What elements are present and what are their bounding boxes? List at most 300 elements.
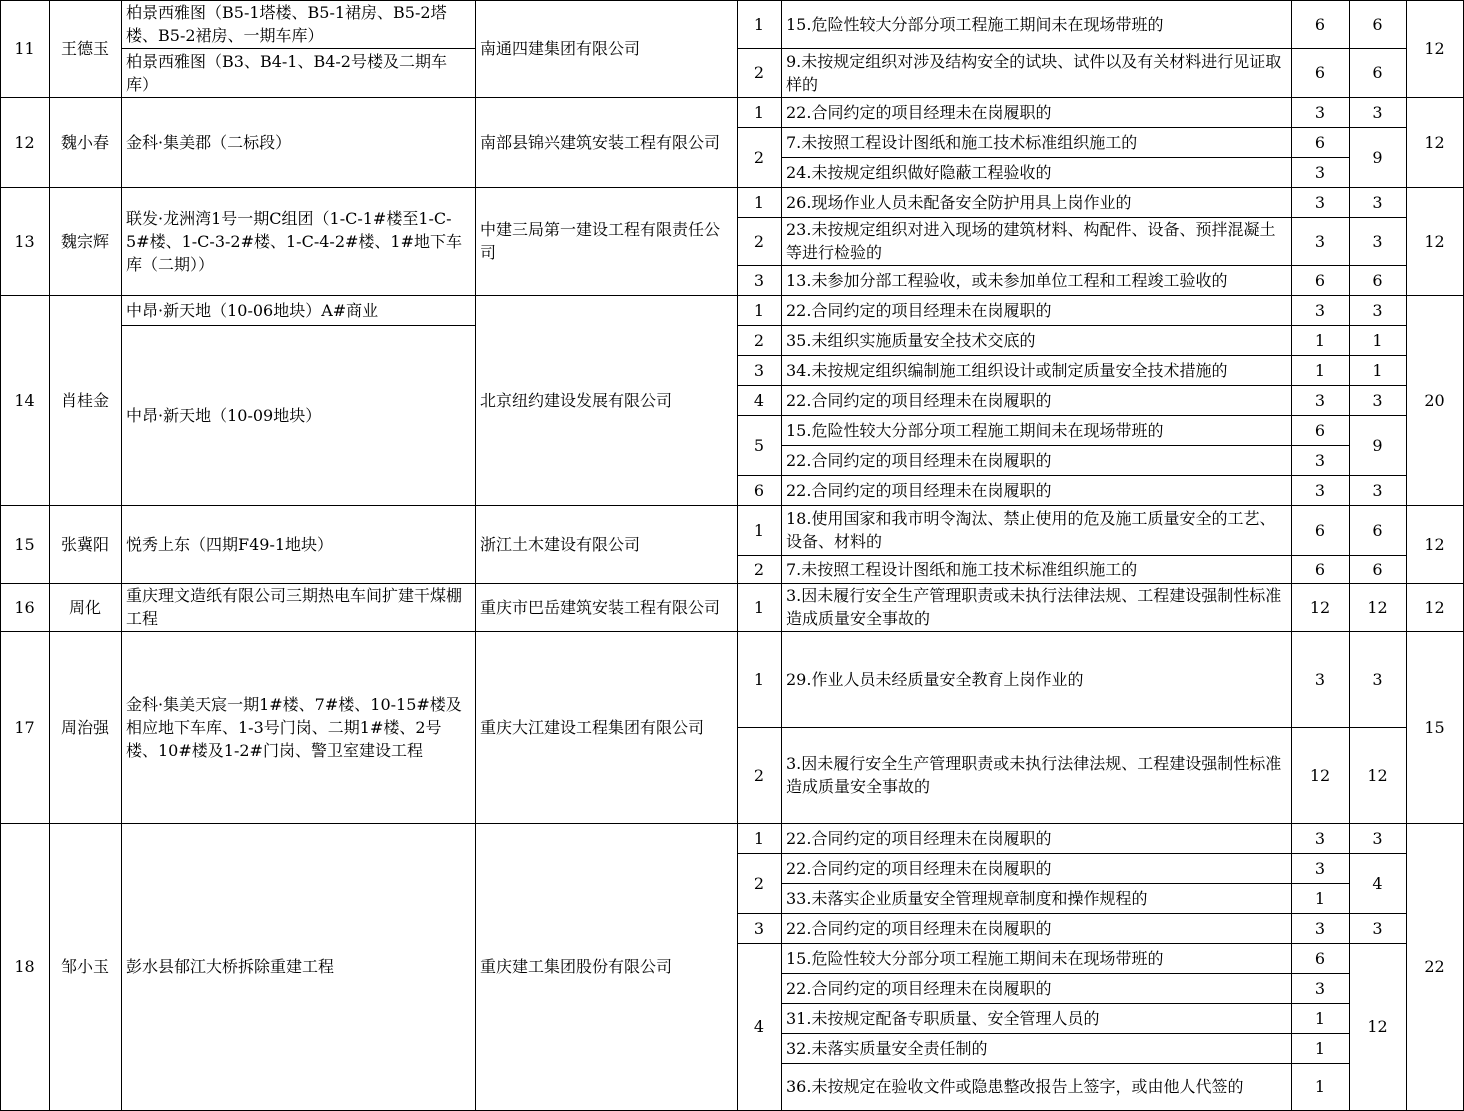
violation-score-text: 3: [1314, 450, 1326, 470]
inspection-subtotal-text: 6: [1372, 270, 1383, 290]
inspection-subtotal-text: 1: [1372, 360, 1383, 380]
row-number-text: 11: [14, 39, 35, 58]
company-name: [475, 187, 737, 295]
manager-name-text: 王德玉: [60, 39, 109, 58]
total-score-text: 15: [1424, 717, 1445, 737]
inspection-seq-text: 1: [753, 192, 765, 212]
violation-desc: [781, 583, 1291, 631]
violation-score: [1291, 631, 1349, 727]
violation-score: [1291, 415, 1349, 445]
inspection-seq: [737, 48, 781, 97]
company-name-text: 浙江土木建设有限公司: [480, 534, 641, 554]
inspection-seq-text: 4: [753, 390, 765, 410]
violation-score: [1291, 475, 1349, 505]
project-name: [121, 631, 475, 823]
violation-desc: [781, 325, 1291, 355]
inspection-subtotal-text: 3: [1372, 390, 1383, 410]
inspection-seq: [737, 295, 781, 325]
grid-line: [737, 0, 738, 1111]
inspection-subtotal: [1349, 943, 1406, 1110]
violation-score: [1291, 127, 1349, 157]
grid-line: [121, 325, 476, 326]
violation-score-text: 3: [1314, 918, 1326, 938]
inspection-subtotal: [1349, 823, 1406, 853]
inspection-seq: [737, 355, 781, 385]
inspection-seq: [737, 555, 781, 583]
inspection-seq-text: 1: [753, 300, 765, 320]
inspection-subtotal: [1349, 355, 1406, 385]
row-number-text: 13: [14, 231, 35, 251]
company-name-text: 重庆大江建设工程集团有限公司: [480, 717, 705, 737]
inspection-subtotal: [1349, 727, 1406, 823]
violation-score-text: 1: [1314, 360, 1326, 380]
inspection-seq-text: 3: [753, 918, 765, 938]
inspection-seq: [737, 727, 781, 823]
row-number-text: 16: [14, 597, 35, 617]
inspection-subtotal-text: 6: [1372, 559, 1383, 579]
total-score: [1406, 0, 1463, 97]
grid-line: [781, 1063, 1350, 1064]
violation-desc-text: 22.合同约定的项目经理未在岗履职的: [786, 390, 1052, 410]
inspection-subtotal: [1349, 0, 1406, 48]
violation-score-text: 6: [1314, 14, 1326, 34]
inspection-subtotal-text: 3: [1372, 300, 1383, 320]
inspection-seq: [737, 127, 781, 187]
project-name-text: 中昂·新天地（10-09地块）: [126, 405, 322, 425]
grid-line: [1406, 0, 1407, 1111]
violation-desc: [781, 415, 1291, 445]
violation-desc-text: 34.未按规定组织编制施工组织设计或制定质量安全技术措施的: [786, 360, 1228, 380]
project-name: [121, 187, 475, 295]
grid-line: [0, 505, 1464, 506]
grid-line: [781, 1003, 1350, 1004]
violation-score: [1291, 445, 1349, 475]
violation-desc: [781, 295, 1291, 325]
grid-line: [737, 48, 1407, 49]
company-name: [475, 97, 737, 187]
manager-name: [49, 295, 121, 505]
total-score: [1406, 187, 1463, 295]
violation-desc: [781, 445, 1291, 475]
inspection-subtotal-text: 9: [1372, 435, 1383, 455]
inspection-subtotal: [1349, 48, 1406, 97]
row-number-text: 17: [14, 717, 35, 737]
inspection-subtotal: [1349, 913, 1406, 943]
inspection-seq: [737, 823, 781, 853]
company-name-text: 南部县锦兴建筑安装工程有限公司: [480, 132, 721, 152]
violation-score: [1291, 1003, 1349, 1033]
inspection-seq: [737, 217, 781, 265]
violation-desc-text: 29.作业人员未经质量安全教育上岗作业的: [786, 669, 1084, 689]
inspection-seq-text: 6: [753, 480, 765, 500]
grid-line: [0, 0, 1, 1111]
row-number-text: 15: [14, 534, 35, 554]
project-name-text: 彭水县郁江大桥拆除重建工程: [126, 957, 335, 976]
violation-score: [1291, 295, 1349, 325]
violation-score: [1291, 97, 1349, 127]
manager-name-text: 张冀阳: [60, 534, 109, 554]
company-name: [475, 823, 737, 1110]
manager-name-text: 魏小春: [60, 132, 109, 152]
manager-name: [49, 631, 121, 823]
company-name: [475, 0, 737, 97]
violation-desc: [781, 355, 1291, 385]
violation-score-text: 1: [1314, 1008, 1326, 1028]
violation-score: [1291, 48, 1349, 97]
grid-line: [737, 913, 1407, 914]
violation-score-text: 3: [1314, 828, 1326, 848]
inspection-subtotal: [1349, 127, 1406, 187]
violation-desc: [781, 943, 1291, 973]
violation-score-text: 6: [1314, 63, 1326, 82]
inspection-seq-text: 1: [753, 14, 765, 34]
violation-desc: [781, 265, 1291, 295]
project-name-text: 柏景西雅图（B5-1塔楼、B5-1裙房、B5-2塔楼、B5-2裙房、一期车库）: [126, 3, 447, 45]
violation-desc-text: 22.合同约定的项目经理未在岗履职的: [786, 450, 1052, 470]
inspection-subtotal: [1349, 853, 1406, 913]
violation-desc: [781, 48, 1291, 97]
inspection-subtotal-text: 6: [1372, 14, 1383, 34]
grid-line: [0, 187, 1464, 188]
violation-desc: [781, 127, 1291, 157]
company-name: [475, 295, 737, 505]
violation-score: [1291, 583, 1349, 631]
row-number: [0, 631, 49, 823]
inspection-subtotal-text: 3: [1372, 192, 1383, 212]
inspection-seq: [737, 325, 781, 355]
inspection-seq-text: 4: [753, 1017, 765, 1036]
violation-desc-text: 7.未按照工程设计图纸和施工技术标准组织施工的: [786, 132, 1138, 152]
violation-desc: [781, 0, 1291, 48]
violation-score: [1291, 385, 1349, 415]
inspection-subtotal-text: 12: [1367, 765, 1388, 785]
row-number-text: 18: [14, 957, 35, 976]
row-number: [0, 583, 49, 631]
grid-line: [737, 415, 1407, 416]
inspection-subtotal: [1349, 97, 1406, 127]
violation-score: [1291, 883, 1349, 913]
project-name-text: 柏景西雅图（B3、B4-1、B4-2号楼及二期车库）: [126, 51, 447, 94]
inspection-seq: [737, 265, 781, 295]
grid-line: [781, 1033, 1350, 1034]
total-score: [1406, 505, 1463, 583]
violation-score-text: 6: [1314, 520, 1326, 540]
grid-line: [781, 445, 1350, 446]
violation-score: [1291, 1033, 1349, 1063]
violation-score: [1291, 157, 1349, 187]
violation-desc: [781, 883, 1291, 913]
grid-line: [781, 157, 1350, 158]
inspection-subtotal: [1349, 631, 1406, 727]
violation-score-text: 12: [1309, 765, 1331, 785]
inspection-seq-text: 2: [753, 63, 765, 82]
violation-score-text: 3: [1314, 300, 1326, 320]
violation-desc-text: 36.未按规定在验收文件或隐患整改报告上签字，或由他人代签的: [786, 1077, 1244, 1096]
total-score: [1406, 583, 1463, 631]
grid-line: [737, 385, 1407, 386]
violation-desc: [781, 1003, 1291, 1033]
violation-desc-text: 22.合同约定的项目经理未在岗履职的: [786, 480, 1052, 500]
grid-line: [737, 727, 1407, 728]
inspection-seq-text: 5: [753, 435, 765, 455]
grid-line: [0, 823, 1464, 824]
grid-line: [737, 325, 1407, 326]
project-name: [121, 48, 475, 97]
project-name-text: 金科·集美天宸一期1#楼、7#楼、10-15#楼及相应地下车库、1-3号门岗、二期1#楼、2号楼、10#楼及1-2#门岗、警卫室建设工程: [126, 694, 462, 760]
grid-line: [1291, 0, 1292, 1111]
violation-score-text: 1: [1314, 888, 1326, 908]
company-name-text: 北京纽约建设发展有限公司: [480, 390, 673, 410]
inspection-seq-text: 2: [753, 765, 765, 785]
violation-score: [1291, 0, 1349, 48]
inspection-subtotal-text: 12: [1367, 597, 1388, 617]
violation-desc: [781, 973, 1291, 1003]
inspection-seq-text: 1: [753, 828, 765, 848]
violation-desc: [781, 187, 1291, 217]
company-name: [475, 583, 737, 631]
inspection-seq: [737, 853, 781, 913]
inspection-subtotal-text: 3: [1372, 102, 1383, 122]
violation-score-text: 6: [1314, 559, 1326, 579]
grid-line: [0, 295, 1464, 296]
inspection-seq-text: 1: [753, 597, 765, 617]
inspection-subtotal-text: 3: [1372, 231, 1383, 251]
inspection-subtotal: [1349, 217, 1406, 265]
grid-line: [781, 0, 782, 1111]
grid-line: [737, 217, 1407, 218]
grid-line: [121, 48, 476, 49]
project-name: [121, 97, 475, 187]
violation-desc: [781, 97, 1291, 127]
violation-score: [1291, 973, 1349, 1003]
total-score-text: 12: [1424, 132, 1445, 152]
total-score-text: 12: [1424, 597, 1445, 617]
violation-desc-text: 26.现场作业人员未配备安全防护用具上岗作业的: [786, 192, 1132, 212]
violation-desc-text: 3.因未履行安全生产管理职责或未执行法律法规、工程建设强制性标准造成质量安全事故的: [786, 586, 1282, 628]
total-score: [1406, 631, 1463, 823]
inspection-seq: [737, 631, 781, 727]
violation-score-text: 3: [1314, 978, 1326, 998]
grid-line: [737, 853, 1407, 854]
violation-score: [1291, 727, 1349, 823]
violation-desc: [781, 631, 1291, 727]
row-number: [0, 187, 49, 295]
project-name-text: 悦秀上东（四期F49-1地块）: [126, 534, 334, 554]
violation-desc-text: 33.未落实企业质量安全管理规章制度和操作规程的: [786, 888, 1148, 908]
grid-line: [737, 475, 1407, 476]
violation-score: [1291, 505, 1349, 555]
inspection-subtotal-text: 6: [1372, 520, 1383, 540]
row-number: [0, 0, 49, 97]
inspection-subtotal: [1349, 295, 1406, 325]
violation-score: [1291, 325, 1349, 355]
violation-desc-text: 15.危险性较大分部分项工程施工期间未在现场带班的: [786, 948, 1164, 968]
company-name-text: 重庆建工集团股份有限公司: [480, 957, 673, 976]
violation-desc-text: 22.合同约定的项目经理未在岗履职的: [786, 858, 1052, 878]
violation-desc-text: 9.未按规定组织对涉及结构安全的试块、试件以及有关材料进行见证取样的: [786, 51, 1282, 94]
inspection-seq-text: 1: [753, 520, 765, 540]
grid-line: [0, 583, 1464, 584]
project-name-text: 联发·龙洲湾1号一期C组团（1-C-1#楼至1-C-5#楼、1-C-3-2#楼、1-C-4-2#楼、1#地下车库（二期））: [126, 208, 462, 274]
inspection-subtotal: [1349, 325, 1406, 355]
violation-score-text: 3: [1314, 858, 1326, 878]
violation-score: [1291, 943, 1349, 973]
inspection-subtotal-text: 3: [1372, 918, 1383, 938]
manager-name: [49, 187, 121, 295]
inspection-seq: [737, 0, 781, 48]
grid-line: [737, 555, 1407, 556]
inspection-subtotal-text: 3: [1372, 669, 1383, 689]
violation-desc: [781, 475, 1291, 505]
violation-score-text: 3: [1314, 390, 1326, 410]
inspection-seq-text: 2: [753, 330, 765, 350]
violation-desc-text: 24.未按规定组织做好隐蔽工程验收的: [786, 162, 1052, 182]
violation-score-text: 3: [1314, 480, 1326, 500]
violation-score-text: 6: [1314, 270, 1326, 290]
project-name: [121, 0, 475, 48]
company-name-text: 南通四建集团有限公司: [480, 39, 641, 58]
grid-line: [475, 0, 476, 1111]
violation-score: [1291, 187, 1349, 217]
violation-score: [1291, 853, 1349, 883]
violation-desc: [781, 157, 1291, 187]
manager-name: [49, 97, 121, 187]
total-score: [1406, 97, 1463, 187]
violation-score-text: 1: [1314, 330, 1326, 350]
manager-name-text: 周治强: [60, 717, 109, 737]
company-name: [475, 631, 737, 823]
violation-desc-text: 22.合同约定的项目经理未在岗履职的: [786, 102, 1052, 122]
total-score-text: 12: [1424, 534, 1445, 554]
inspection-seq: [737, 187, 781, 217]
violation-desc: [781, 555, 1291, 583]
inspection-subtotal-text: 6: [1372, 63, 1383, 82]
inspection-subtotal: [1349, 265, 1406, 295]
inspection-seq-text: 1: [753, 102, 765, 122]
violation-desc-text: 22.合同约定的项目经理未在岗履职的: [786, 828, 1052, 848]
violation-desc-text: 3.因未履行安全生产管理职责或未执行法律法规、工程建设强制性标准造成质量安全事故的: [786, 754, 1282, 796]
grid-line: [737, 265, 1407, 266]
grid-line: [0, 97, 1464, 98]
violation-desc-text: 15.危险性较大分部分项工程施工期间未在现场带班的: [786, 420, 1164, 440]
grid-line: [737, 355, 1407, 356]
inspection-subtotal: [1349, 505, 1406, 555]
grid-line: [0, 0, 1464, 1]
violation-desc-text: 7.未按照工程设计图纸和施工技术标准组织施工的: [786, 559, 1138, 579]
inspection-subtotal-text: 3: [1372, 828, 1383, 848]
violation-score: [1291, 1063, 1349, 1110]
violation-desc-text: 32.未落实质量安全责任制的: [786, 1038, 988, 1058]
inspection-seq: [737, 583, 781, 631]
violation-score-text: 3: [1314, 102, 1326, 122]
violation-desc: [781, 823, 1291, 853]
violation-desc-text: 15.危险性较大分部分项工程施工期间未在现场带班的: [786, 14, 1164, 34]
project-name-text: 金科·集美郡（二标段）: [126, 132, 292, 152]
inspection-seq: [737, 97, 781, 127]
inspection-subtotal: [1349, 475, 1406, 505]
inspection-subtotal: [1349, 385, 1406, 415]
grid-line: [781, 883, 1350, 884]
total-score-text: 20: [1424, 390, 1445, 410]
violation-score: [1291, 555, 1349, 583]
inspection-subtotal: [1349, 187, 1406, 217]
violation-score-text: 6: [1314, 948, 1326, 968]
manager-name: [49, 823, 121, 1110]
violation-score-text: 6: [1314, 132, 1326, 152]
grid-line: [737, 943, 1407, 944]
grid-line: [0, 631, 1464, 632]
inspection-seq-text: 1: [753, 669, 765, 689]
grid-line: [781, 973, 1350, 974]
violation-desc-text: 35.未组织实施质量安全技术交底的: [786, 330, 1036, 350]
inspection-seq: [737, 415, 781, 475]
total-score-text: 12: [1424, 231, 1445, 251]
inspection-seq: [737, 505, 781, 555]
violation-score: [1291, 355, 1349, 385]
violation-score-text: 12: [1309, 597, 1331, 617]
violation-score: [1291, 823, 1349, 853]
violation-desc-text: 23.未按规定组织对进入现场的建筑材料、构配件、设备、预拌混凝土等进行检验的: [786, 220, 1276, 262]
inspection-seq: [737, 385, 781, 415]
project-name-text: 重庆理文造纸有限公司三期热电车间扩建干煤棚工程: [126, 586, 463, 628]
violation-score-text: 3: [1314, 669, 1326, 689]
row-number-text: 14: [14, 390, 35, 410]
inspection-seq: [737, 475, 781, 505]
violation-score: [1291, 265, 1349, 295]
violation-desc: [781, 385, 1291, 415]
violation-desc: [781, 1033, 1291, 1063]
violation-score-text: 3: [1314, 231, 1326, 251]
violation-desc: [781, 1063, 1291, 1110]
inspection-seq: [737, 913, 781, 943]
inspection-subtotal-text: 9: [1372, 147, 1383, 167]
project-name: [121, 505, 475, 583]
inspection-subtotal: [1349, 555, 1406, 583]
inspection-seq-text: 2: [753, 559, 765, 579]
total-score: [1406, 295, 1463, 505]
inspection-subtotal-text: 3: [1372, 480, 1383, 500]
row-number: [0, 505, 49, 583]
manager-name-text: 邹小玉: [60, 957, 109, 976]
project-name: [121, 823, 475, 1110]
violation-score-text: 1: [1314, 1038, 1326, 1058]
total-score-text: 12: [1424, 39, 1445, 58]
violation-desc-text: 22.合同约定的项目经理未在岗履职的: [786, 300, 1052, 320]
violation-score: [1291, 217, 1349, 265]
company-name-text: 中建三局第一建设工程有限责任公司: [480, 220, 721, 262]
grid-line: [49, 0, 50, 1111]
inspection-seq-text: 3: [753, 270, 765, 290]
violation-score: [1291, 913, 1349, 943]
manager-name: [49, 505, 121, 583]
violation-desc-text: 31.未按规定配备专职质量、安全管理人员的: [786, 1008, 1100, 1028]
grid-line: [1349, 0, 1350, 1111]
violation-desc-text: 22.合同约定的项目经理未在岗履职的: [786, 978, 1052, 998]
violation-desc-text: 13.未参加分部工程验收，或未参加单位工程和工程竣工验收的: [786, 270, 1228, 290]
manager-name-text: 肖桂金: [60, 390, 109, 410]
violation-desc-text: 22.合同约定的项目经理未在岗履职的: [786, 918, 1052, 938]
inspection-seq-text: 2: [753, 231, 765, 251]
violation-desc: [781, 913, 1291, 943]
inspection-subtotal-text: 12: [1367, 1017, 1388, 1036]
violation-score-text: 1: [1314, 1077, 1326, 1096]
manager-name-text: 魏宗辉: [60, 231, 109, 251]
violation-score-text: 3: [1314, 162, 1326, 182]
violation-desc: [781, 505, 1291, 555]
inspection-seq-text: 2: [753, 873, 765, 893]
inspection-seq-text: 3: [753, 360, 765, 380]
grid-line: [737, 127, 1407, 128]
